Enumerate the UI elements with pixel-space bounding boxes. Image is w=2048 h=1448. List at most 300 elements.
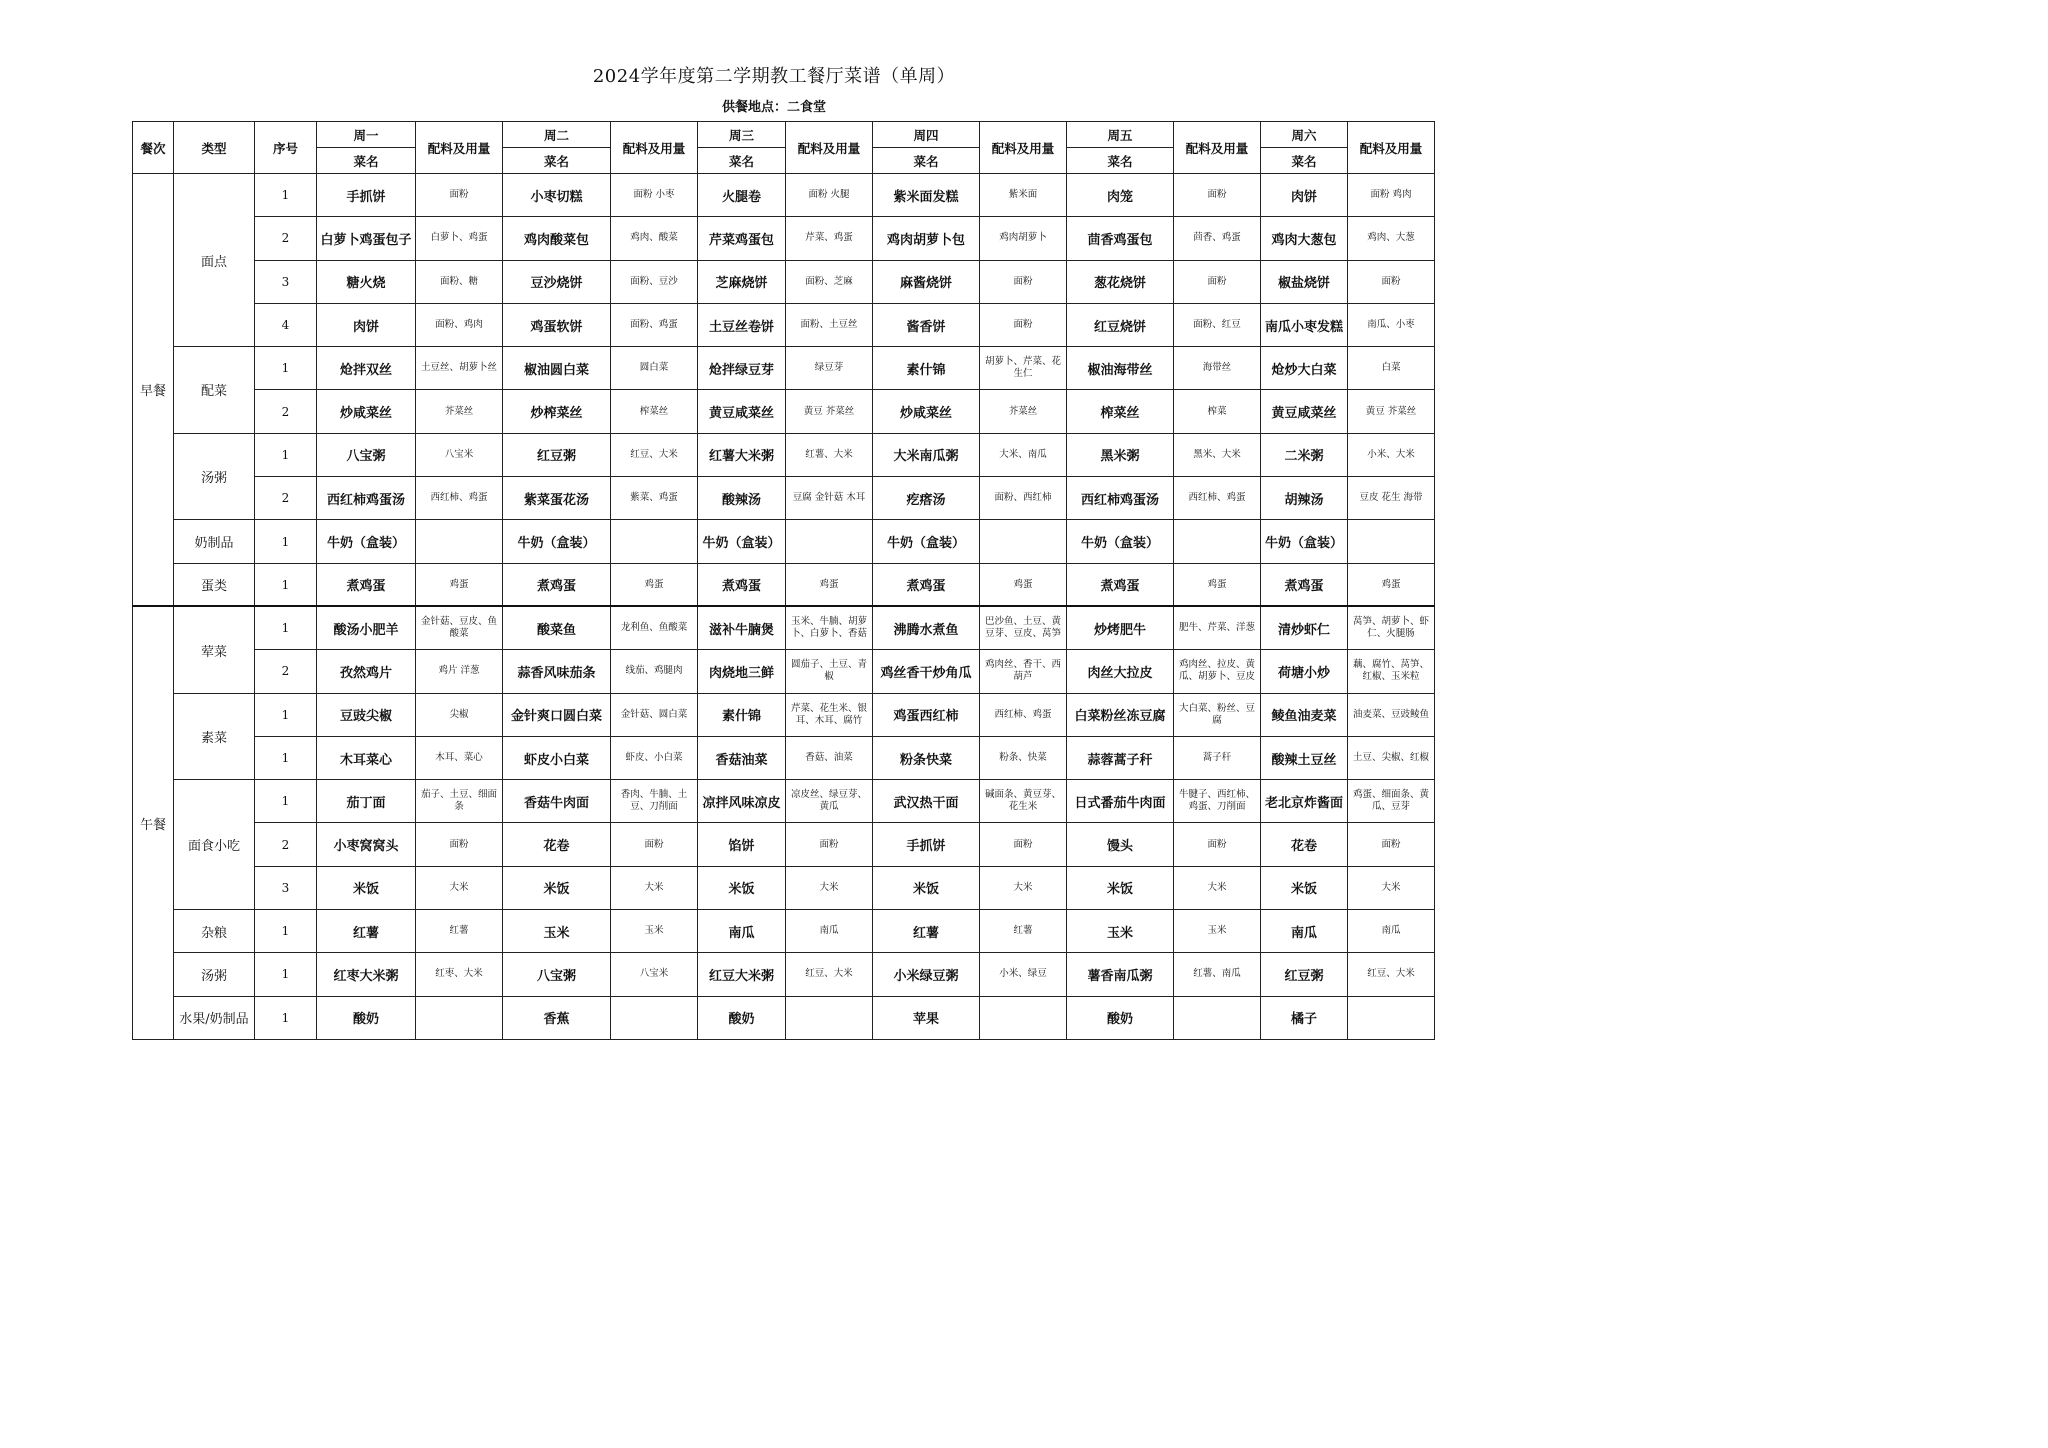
dish-ingredients bbox=[611, 996, 698, 1039]
dish-name: 黄豆咸菜丝 bbox=[698, 390, 786, 433]
dish-ingredients: 龙利鱼、鱼酸菜 bbox=[611, 606, 698, 649]
dish-name: 炝炒大白菜 bbox=[1261, 347, 1348, 390]
dish-ingredients: 鸡肉丝、香干、西葫芦 bbox=[980, 650, 1067, 693]
dish-ingredients: 红薯、大米 bbox=[786, 433, 873, 476]
dish-ingredients bbox=[416, 996, 503, 1039]
dish-name: 椒盐烧饼 bbox=[1261, 260, 1348, 303]
category-label: 汤粥 bbox=[174, 433, 255, 520]
dish-name: 白萝卜鸡蛋包子 bbox=[317, 217, 416, 260]
dish-ingredients: 木耳、菜心 bbox=[416, 736, 503, 779]
dish-ingredients: 虾皮、小白菜 bbox=[611, 736, 698, 779]
dish-ingredients: 绿豆芽 bbox=[786, 347, 873, 390]
header-ingredients: 配料及用量 bbox=[1348, 122, 1435, 174]
dish-ingredients: 面粉 bbox=[1174, 823, 1261, 866]
dish-name: 蒜蓉蒿子秆 bbox=[1067, 736, 1174, 779]
row-seq: 2 bbox=[255, 650, 317, 693]
row-seq: 1 bbox=[255, 693, 317, 736]
dish-name: 玉米 bbox=[503, 910, 611, 953]
dish-ingredients: 香菇、油菜 bbox=[786, 736, 873, 779]
dish-ingredients: 芥菜丝 bbox=[416, 390, 503, 433]
header-type: 类型 bbox=[174, 122, 255, 174]
dish-name: 酱香饼 bbox=[873, 303, 980, 346]
dish-ingredients: 白菜 bbox=[1348, 347, 1435, 390]
header-day: 周三 bbox=[698, 122, 786, 148]
dish-ingredients: 芹菜、花生米、银耳、木耳、腐竹 bbox=[786, 693, 873, 736]
dish-name: 肉烧地三鲜 bbox=[698, 650, 786, 693]
row-seq: 4 bbox=[255, 303, 317, 346]
dish-name: 玉米 bbox=[1067, 910, 1174, 953]
dish-ingredients: 面粉 bbox=[1174, 174, 1261, 217]
dish-name: 煮鸡蛋 bbox=[1067, 563, 1174, 606]
header-dish-name: 菜名 bbox=[1261, 148, 1348, 174]
dish-ingredients: 面粉 bbox=[786, 823, 873, 866]
dish-ingredients: 面粉 bbox=[611, 823, 698, 866]
dish-name: 二米粥 bbox=[1261, 433, 1348, 476]
dish-name: 荷塘小炒 bbox=[1261, 650, 1348, 693]
row-seq: 1 bbox=[255, 174, 317, 217]
dish-ingredients: 红枣、大米 bbox=[416, 953, 503, 996]
dish-ingredients: 鸡肉胡萝卜 bbox=[980, 217, 1067, 260]
dish-ingredients: 大米 bbox=[611, 866, 698, 909]
dish-ingredients: 土豆、尖椒、红椒 bbox=[1348, 736, 1435, 779]
dish-ingredients: 豆腐 金针菇 木耳 bbox=[786, 477, 873, 520]
dish-name: 胡辣汤 bbox=[1261, 477, 1348, 520]
dish-ingredients: 海带丝 bbox=[1174, 347, 1261, 390]
dish-ingredients: 碱面条、黄豆芽、花生米 bbox=[980, 780, 1067, 823]
row-seq: 3 bbox=[255, 260, 317, 303]
dish-ingredients: 鸡蛋 bbox=[416, 563, 503, 606]
dish-ingredients: 鸡蛋、细面条、黄瓜、豆芽 bbox=[1348, 780, 1435, 823]
row-seq: 1 bbox=[255, 520, 317, 563]
dish-name: 白菜粉丝冻豆腐 bbox=[1067, 693, 1174, 736]
dish-ingredients: 面粉 bbox=[416, 174, 503, 217]
dish-ingredients: 面粉、豆沙 bbox=[611, 260, 698, 303]
dish-name: 酸辣汤 bbox=[698, 477, 786, 520]
dish-ingredients bbox=[1348, 520, 1435, 563]
dish-name: 素什锦 bbox=[698, 693, 786, 736]
dish-ingredients: 西红柿、鸡蛋 bbox=[980, 693, 1067, 736]
dish-name: 炒烤肥牛 bbox=[1067, 606, 1174, 649]
dish-name: 金针爽口圆白菜 bbox=[503, 693, 611, 736]
dish-ingredients: 粉条、快菜 bbox=[980, 736, 1067, 779]
row-seq: 1 bbox=[255, 780, 317, 823]
dish-name: 牛奶（盒装） bbox=[503, 520, 611, 563]
category-label: 杂粮 bbox=[174, 910, 255, 953]
category-label: 荤菜 bbox=[174, 606, 255, 693]
dish-ingredients: 南瓜 bbox=[786, 910, 873, 953]
dish-ingredients: 玉米 bbox=[1174, 910, 1261, 953]
header-day: 周二 bbox=[503, 122, 611, 148]
table-row bbox=[133, 606, 1435, 649]
dish-name: 煮鸡蛋 bbox=[1261, 563, 1348, 606]
table-row bbox=[133, 303, 1435, 346]
dish-name: 酸奶 bbox=[1067, 996, 1174, 1039]
table-row bbox=[133, 477, 1435, 520]
dish-name: 肉笼 bbox=[1067, 174, 1174, 217]
dish-name: 鸡丝香干炒角瓜 bbox=[873, 650, 980, 693]
row-seq: 1 bbox=[255, 910, 317, 953]
dish-ingredients: 红薯 bbox=[416, 910, 503, 953]
dish-ingredients: 面粉、西红柿 bbox=[980, 477, 1067, 520]
dish-ingredients: 金针菇、豆皮、鱼酸菜 bbox=[416, 606, 503, 649]
header-dish-name: 菜名 bbox=[1067, 148, 1174, 174]
dish-name: 酸奶 bbox=[698, 996, 786, 1039]
dish-name: 米饭 bbox=[1067, 866, 1174, 909]
dish-ingredients: 西红柿、鸡蛋 bbox=[1174, 477, 1261, 520]
row-seq: 1 bbox=[255, 606, 317, 649]
dish-name: 老北京炸酱面 bbox=[1261, 780, 1348, 823]
dish-ingredients: 面粉、糖 bbox=[416, 260, 503, 303]
dish-name: 红豆大米粥 bbox=[698, 953, 786, 996]
dish-ingredients: 金针菇、圆白菜 bbox=[611, 693, 698, 736]
dish-ingredients: 豆皮 花生 海带 bbox=[1348, 477, 1435, 520]
dish-ingredients: 红豆、大米 bbox=[1348, 953, 1435, 996]
row-seq: 3 bbox=[255, 866, 317, 909]
header-day: 周六 bbox=[1261, 122, 1348, 148]
dish-name: 手抓饼 bbox=[873, 823, 980, 866]
dish-name: 炒咸菜丝 bbox=[317, 390, 416, 433]
table-row bbox=[133, 174, 1435, 217]
dish-name: 红薯 bbox=[873, 910, 980, 953]
header-dish-name: 菜名 bbox=[317, 148, 416, 174]
dish-name: 米饭 bbox=[698, 866, 786, 909]
dish-ingredients: 面粉 鸡肉 bbox=[1348, 174, 1435, 217]
dish-ingredients: 黄豆 芥菜丝 bbox=[1348, 390, 1435, 433]
category-label: 蛋类 bbox=[174, 563, 255, 606]
dish-name: 大米南瓜粥 bbox=[873, 433, 980, 476]
dish-ingredients: 八宝米 bbox=[611, 953, 698, 996]
dish-ingredients: 芹菜、鸡蛋 bbox=[786, 217, 873, 260]
dish-ingredients: 西红柿、鸡蛋 bbox=[416, 477, 503, 520]
dish-ingredients: 鸡肉、大葱 bbox=[1348, 217, 1435, 260]
dish-name: 香蕉 bbox=[503, 996, 611, 1039]
table-row bbox=[133, 650, 1435, 693]
table-row bbox=[133, 433, 1435, 476]
table-row bbox=[133, 563, 1435, 606]
dish-ingredients: 鸡蛋 bbox=[980, 563, 1067, 606]
dish-ingredients bbox=[1174, 520, 1261, 563]
dish-name: 馒头 bbox=[1067, 823, 1174, 866]
dish-name: 橘子 bbox=[1261, 996, 1348, 1039]
dish-name: 南瓜小枣发糕 bbox=[1261, 303, 1348, 346]
row-seq: 2 bbox=[255, 477, 317, 520]
dish-name: 茄丁面 bbox=[317, 780, 416, 823]
dish-name: 木耳菜心 bbox=[317, 736, 416, 779]
row-seq: 2 bbox=[255, 390, 317, 433]
table-row bbox=[133, 823, 1435, 866]
dish-name: 煮鸡蛋 bbox=[873, 563, 980, 606]
table-row bbox=[133, 693, 1435, 736]
dish-name: 日式番茄牛肉面 bbox=[1067, 780, 1174, 823]
dish-name: 香菇牛肉面 bbox=[503, 780, 611, 823]
dish-ingredients: 南瓜 bbox=[1348, 910, 1435, 953]
dish-name: 红枣大米粥 bbox=[317, 953, 416, 996]
dish-name: 酸奶 bbox=[317, 996, 416, 1039]
dish-name: 八宝粥 bbox=[317, 433, 416, 476]
dish-name: 豆豉尖椒 bbox=[317, 693, 416, 736]
header-dish-name: 菜名 bbox=[503, 148, 611, 174]
dish-ingredients: 面粉 bbox=[1174, 260, 1261, 303]
dish-ingredients: 鸡蛋 bbox=[786, 563, 873, 606]
header-day: 周五 bbox=[1067, 122, 1174, 148]
dish-name: 红豆烧饼 bbox=[1067, 303, 1174, 346]
category-label: 配菜 bbox=[174, 347, 255, 434]
dish-ingredients: 鸡肉丝、拉皮、黄瓜、胡萝卜、豆皮 bbox=[1174, 650, 1261, 693]
dish-ingredients: 圆茄子、土豆、青椒 bbox=[786, 650, 873, 693]
row-seq: 1 bbox=[255, 563, 317, 606]
category-label: 面点 bbox=[174, 174, 255, 347]
header-dish-name: 菜名 bbox=[698, 148, 786, 174]
dish-ingredients: 小米、绿豆 bbox=[980, 953, 1067, 996]
row-seq: 1 bbox=[255, 347, 317, 390]
dish-ingredients: 线茄、鸡腿肉 bbox=[611, 650, 698, 693]
dish-ingredients: 莴笋、胡萝卜、虾仁、火腿肠 bbox=[1348, 606, 1435, 649]
dish-ingredients: 面粉 bbox=[1348, 260, 1435, 303]
dish-ingredients: 凉皮丝、绿豆芽、黄瓜 bbox=[786, 780, 873, 823]
dish-name: 炝拌绿豆芽 bbox=[698, 347, 786, 390]
dish-ingredients: 红薯、南瓜 bbox=[1174, 953, 1261, 996]
dish-name: 鸡蛋软饼 bbox=[503, 303, 611, 346]
dish-ingredients: 榨菜丝 bbox=[611, 390, 698, 433]
dish-ingredients: 面粉、鸡肉 bbox=[416, 303, 503, 346]
dish-name: 红豆粥 bbox=[1261, 953, 1348, 996]
dish-name: 鸡蛋西红柿 bbox=[873, 693, 980, 736]
dish-name: 米饭 bbox=[1261, 866, 1348, 909]
dish-ingredients: 鸡蛋 bbox=[1174, 563, 1261, 606]
dish-name: 土豆丝卷饼 bbox=[698, 303, 786, 346]
dish-ingredients bbox=[980, 996, 1067, 1039]
dish-name: 肉饼 bbox=[317, 303, 416, 346]
dish-name: 手抓饼 bbox=[317, 174, 416, 217]
dish-ingredients: 红豆、大米 bbox=[786, 953, 873, 996]
dish-ingredients: 圆白菜 bbox=[611, 347, 698, 390]
dish-ingredients: 南瓜、小枣 bbox=[1348, 303, 1435, 346]
menu-body bbox=[133, 174, 1435, 1040]
dish-ingredients: 面粉 小枣 bbox=[611, 174, 698, 217]
row-seq: 2 bbox=[255, 823, 317, 866]
dish-name: 鲮鱼油麦菜 bbox=[1261, 693, 1348, 736]
dish-ingredients: 八宝米 bbox=[416, 433, 503, 476]
dish-ingredients: 芥菜丝 bbox=[980, 390, 1067, 433]
dish-name: 芹菜鸡蛋包 bbox=[698, 217, 786, 260]
category-label: 素菜 bbox=[174, 693, 255, 780]
dish-ingredients: 香肉、牛腩、土豆、刀削面 bbox=[611, 780, 698, 823]
table-row bbox=[133, 866, 1435, 909]
table-row bbox=[133, 953, 1435, 996]
dish-name: 酸辣土豆丝 bbox=[1261, 736, 1348, 779]
dish-ingredients: 黄豆 芥菜丝 bbox=[786, 390, 873, 433]
dish-name: 黑米粥 bbox=[1067, 433, 1174, 476]
dish-ingredients: 藕、腐竹、莴笋、红椒、玉米粒 bbox=[1348, 650, 1435, 693]
dish-name: 牛奶（盒装） bbox=[317, 520, 416, 563]
dish-name: 花卷 bbox=[503, 823, 611, 866]
dish-name: 黄豆咸菜丝 bbox=[1261, 390, 1348, 433]
meal-label: 早餐 bbox=[133, 174, 174, 607]
page-title: 2024学年度第二学期教工餐厅菜谱（单周） bbox=[592, 66, 956, 87]
dish-ingredients: 大米 bbox=[1348, 866, 1435, 909]
dish-ingredients: 面粉、鸡蛋 bbox=[611, 303, 698, 346]
dish-ingredients: 黑米、大米 bbox=[1174, 433, 1261, 476]
dish-ingredients bbox=[611, 520, 698, 563]
page-subtitle: 供餐地点：二食堂 bbox=[721, 100, 826, 115]
dish-name: 煮鸡蛋 bbox=[698, 563, 786, 606]
category-label: 水果/奶制品 bbox=[174, 996, 255, 1039]
dish-ingredients: 土豆丝、胡萝卜丝 bbox=[416, 347, 503, 390]
dish-name: 凉拌风味凉皮 bbox=[698, 780, 786, 823]
dish-ingredients: 胡萝卜、芹菜、花生仁 bbox=[980, 347, 1067, 390]
dish-name: 苹果 bbox=[873, 996, 980, 1039]
table-row bbox=[133, 390, 1435, 433]
dish-ingredients bbox=[416, 520, 503, 563]
dish-name: 花卷 bbox=[1261, 823, 1348, 866]
row-seq: 1 bbox=[255, 433, 317, 476]
dish-ingredients: 茴香、鸡蛋 bbox=[1174, 217, 1261, 260]
dish-ingredients: 面粉 bbox=[980, 823, 1067, 866]
dish-name: 茴香鸡蛋包 bbox=[1067, 217, 1174, 260]
dish-ingredients: 大米 bbox=[786, 866, 873, 909]
dish-ingredients bbox=[786, 520, 873, 563]
header-ingredients: 配料及用量 bbox=[1174, 122, 1261, 174]
dish-ingredients: 大米 bbox=[1174, 866, 1261, 909]
dish-name: 清炒虾仁 bbox=[1261, 606, 1348, 649]
table-row bbox=[133, 736, 1435, 779]
row-seq: 1 bbox=[255, 953, 317, 996]
dish-name: 小米绿豆粥 bbox=[873, 953, 980, 996]
dish-name: 红豆粥 bbox=[503, 433, 611, 476]
dish-name: 麻酱烧饼 bbox=[873, 260, 980, 303]
dish-name: 牛奶（盒装） bbox=[873, 520, 980, 563]
row-seq: 1 bbox=[255, 996, 317, 1039]
category-label: 汤粥 bbox=[174, 953, 255, 996]
dish-ingredients: 面粉 bbox=[980, 303, 1067, 346]
dish-name: 煮鸡蛋 bbox=[503, 563, 611, 606]
dish-name: 南瓜 bbox=[1261, 910, 1348, 953]
category-label: 面食小吃 bbox=[174, 780, 255, 910]
dish-ingredients: 面粉 火腿 bbox=[786, 174, 873, 217]
dish-name: 薯香南瓜粥 bbox=[1067, 953, 1174, 996]
dish-ingredients: 鸡片 洋葱 bbox=[416, 650, 503, 693]
dish-name: 芝麻烧饼 bbox=[698, 260, 786, 303]
header-ingredients: 配料及用量 bbox=[416, 122, 503, 174]
dish-name: 米饭 bbox=[503, 866, 611, 909]
dish-name: 蒜香风味茄条 bbox=[503, 650, 611, 693]
table-row bbox=[133, 260, 1435, 303]
dish-name: 素什锦 bbox=[873, 347, 980, 390]
table-row bbox=[133, 996, 1435, 1039]
dish-ingredients: 油麦菜、豆豉鲮鱼 bbox=[1348, 693, 1435, 736]
dish-name: 武汉热干面 bbox=[873, 780, 980, 823]
dish-name: 糖火烧 bbox=[317, 260, 416, 303]
dish-ingredients bbox=[980, 520, 1067, 563]
dish-name: 小枣窝窝头 bbox=[317, 823, 416, 866]
dish-name: 红薯 bbox=[317, 910, 416, 953]
table-row bbox=[133, 780, 1435, 823]
dish-name: 八宝粥 bbox=[503, 953, 611, 996]
dish-name: 香菇油菜 bbox=[698, 736, 786, 779]
table-row bbox=[133, 217, 1435, 260]
row-seq: 1 bbox=[255, 736, 317, 779]
dish-ingredients: 紫米面 bbox=[980, 174, 1067, 217]
dish-name: 炒咸菜丝 bbox=[873, 390, 980, 433]
dish-ingredients bbox=[1174, 996, 1261, 1039]
dish-name: 红薯大米粥 bbox=[698, 433, 786, 476]
dish-name: 酸汤小肥羊 bbox=[317, 606, 416, 649]
dish-name: 椒油圆白菜 bbox=[503, 347, 611, 390]
dish-name: 炝拌双丝 bbox=[317, 347, 416, 390]
header-day: 周一 bbox=[317, 122, 416, 148]
dish-name: 肉饼 bbox=[1261, 174, 1348, 217]
dish-ingredients: 面粉 bbox=[980, 260, 1067, 303]
dish-name: 米饭 bbox=[873, 866, 980, 909]
header-ingredients: 配料及用量 bbox=[611, 122, 698, 174]
dish-ingredients bbox=[1348, 996, 1435, 1039]
dish-name: 鸡肉胡萝卜包 bbox=[873, 217, 980, 260]
header-ingredients: 配料及用量 bbox=[786, 122, 873, 174]
menu-table bbox=[132, 121, 1435, 1040]
dish-name: 葱花烧饼 bbox=[1067, 260, 1174, 303]
dish-ingredients: 尖椒 bbox=[416, 693, 503, 736]
dish-name: 馅饼 bbox=[698, 823, 786, 866]
dish-name: 紫菜蛋花汤 bbox=[503, 477, 611, 520]
dish-ingredients: 鸡蛋 bbox=[1348, 563, 1435, 606]
dish-ingredients: 面粉 bbox=[416, 823, 503, 866]
dish-ingredients: 榨菜 bbox=[1174, 390, 1261, 433]
dish-ingredients: 大米、南瓜 bbox=[980, 433, 1067, 476]
dish-ingredients: 面粉、土豆丝 bbox=[786, 303, 873, 346]
dish-name: 牛奶（盒装） bbox=[698, 520, 786, 563]
dish-ingredients: 红豆、大米 bbox=[611, 433, 698, 476]
dish-ingredients: 面粉、芝麻 bbox=[786, 260, 873, 303]
row-seq: 2 bbox=[255, 217, 317, 260]
dish-ingredients: 大米 bbox=[980, 866, 1067, 909]
dish-ingredients: 面粉、红豆 bbox=[1174, 303, 1261, 346]
dish-ingredients: 紫菜、鸡蛋 bbox=[611, 477, 698, 520]
dish-name: 牛奶（盒装） bbox=[1261, 520, 1348, 563]
dish-name: 南瓜 bbox=[698, 910, 786, 953]
dish-name: 煮鸡蛋 bbox=[317, 563, 416, 606]
table-row bbox=[133, 347, 1435, 390]
dish-name: 疙瘩汤 bbox=[873, 477, 980, 520]
dish-name: 米饭 bbox=[317, 866, 416, 909]
dish-name: 鸡肉大葱包 bbox=[1261, 217, 1348, 260]
dish-ingredients: 茄子、土豆、细面条 bbox=[416, 780, 503, 823]
dish-ingredients: 玉米、牛腩、胡萝卜、白萝卜、香菇 bbox=[786, 606, 873, 649]
header-ingredients: 配料及用量 bbox=[980, 122, 1067, 174]
dish-name: 榨菜丝 bbox=[1067, 390, 1174, 433]
table-row bbox=[133, 910, 1435, 953]
dish-ingredients: 大白菜、粉丝、豆腐 bbox=[1174, 693, 1261, 736]
header-meal: 餐次 bbox=[133, 122, 174, 174]
dish-name: 滋补牛腩煲 bbox=[698, 606, 786, 649]
dish-name: 鸡肉酸菜包 bbox=[503, 217, 611, 260]
dish-ingredients: 巴沙鱼、土豆、黄豆芽、豆皮、莴笋 bbox=[980, 606, 1067, 649]
dish-name: 西红柿鸡蛋汤 bbox=[1067, 477, 1174, 520]
dish-name: 西红柿鸡蛋汤 bbox=[317, 477, 416, 520]
dish-name: 椒油海带丝 bbox=[1067, 347, 1174, 390]
dish-ingredients: 玉米 bbox=[611, 910, 698, 953]
dish-name: 炒榨菜丝 bbox=[503, 390, 611, 433]
dish-ingredients: 蒿子秆 bbox=[1174, 736, 1261, 779]
dish-name: 酸菜鱼 bbox=[503, 606, 611, 649]
dish-ingredients: 白萝卜、鸡蛋 bbox=[416, 217, 503, 260]
dish-ingredients: 牛腱子、西红柿、鸡蛋、刀削面 bbox=[1174, 780, 1261, 823]
dish-name: 沸腾水煮鱼 bbox=[873, 606, 980, 649]
dish-ingredients: 小米、大米 bbox=[1348, 433, 1435, 476]
dish-ingredients: 大米 bbox=[416, 866, 503, 909]
dish-ingredients bbox=[786, 996, 873, 1039]
dish-name: 豆沙烧饼 bbox=[503, 260, 611, 303]
dish-ingredients: 面粉 bbox=[1348, 823, 1435, 866]
